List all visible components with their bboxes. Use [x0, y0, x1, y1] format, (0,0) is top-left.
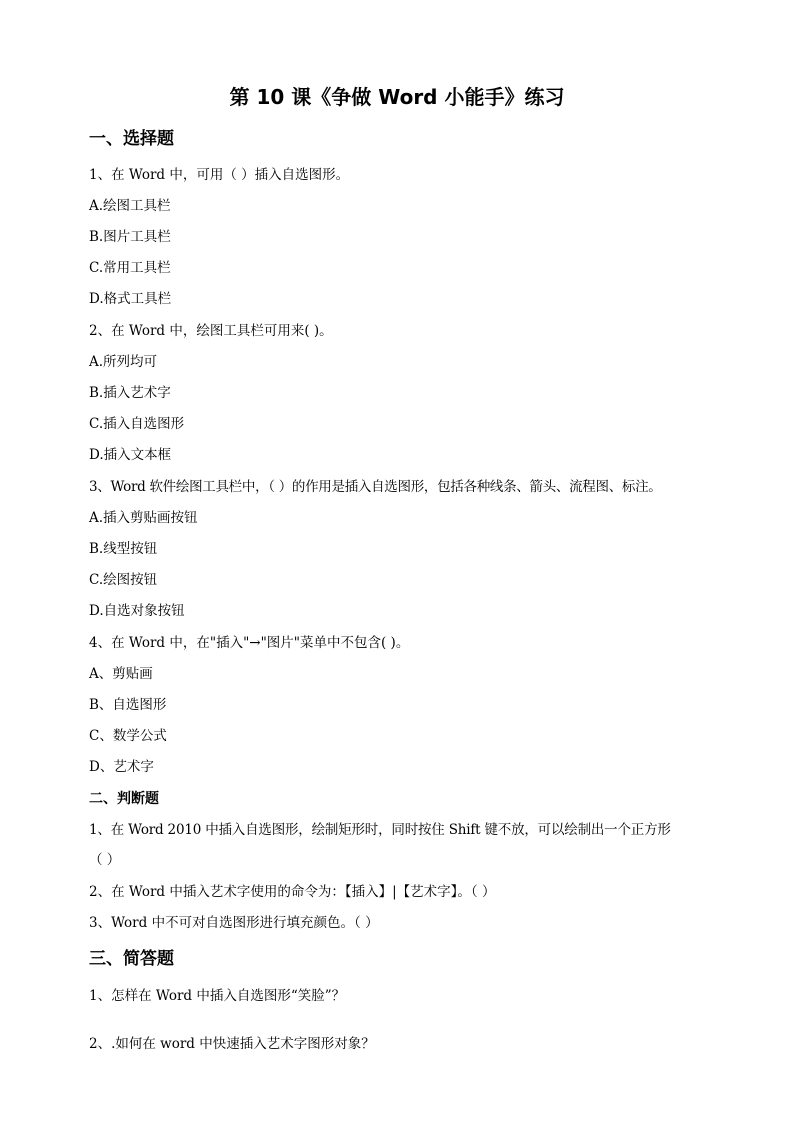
question-stem: 2、在 Word 中，绘图工具栏可用来( )。 [89, 323, 333, 339]
question-option: A.绘图工具栏 [89, 198, 171, 214]
question-answer-blank: （ ） [89, 852, 121, 868]
question-option: C.插入自选图形 [89, 416, 185, 432]
question-option: C.绘图按钮 [89, 572, 158, 588]
question-option: B.插入艺术字 [89, 385, 171, 401]
question-option: D.格式工具栏 [89, 291, 172, 307]
question-option: A.所列均可 [89, 354, 158, 370]
question-option: D、艺术字 [89, 759, 154, 775]
question-option: B.图片工具栏 [89, 229, 171, 245]
question-option: C.常用工具栏 [89, 260, 171, 276]
section-heading-choice: 一、选择题 [89, 129, 174, 149]
question-option: C、数学公式 [89, 728, 167, 744]
question-option: A、剪贴画 [89, 666, 153, 682]
section-heading-short-answer: 三、简答题 [89, 949, 174, 969]
question-stem: 2、.如何在 word 中快速插入艺术字图形对象？ [89, 1036, 375, 1052]
question-option: A.插入剪贴画按钮 [89, 510, 198, 526]
question-stem: 3、Word 软件绘图工具栏中，（ ）的作用是插入自选图形，包括各种线条、箭头、流程图、标注。 [89, 479, 662, 495]
question-option: B、自选图形 [89, 697, 167, 713]
question-option: D.插入文本框 [89, 447, 172, 463]
question-option: B.线型按钮 [89, 541, 158, 557]
question-stem: 3、Word 中不可对自选图形进行填充颜色。（ ） [89, 915, 379, 931]
question-stem: 1、在 Word 2010 中插入自选图形，绘制矩形时，同时按住 Shift 键不放，可以绘制出一个正方形 [89, 822, 671, 838]
question-stem: 1、在 Word 中，可用（ ）插入自选图形。 [89, 167, 350, 183]
question-option: D.自选对象按钮 [89, 603, 185, 619]
document-title: 第 10 课《争做 Word 小能手》练习 [229, 85, 565, 109]
question-stem: 4、在 Word 中，在"插入"→"图片"菜单中不包含( )。 [89, 635, 410, 651]
question-stem: 1、怎样在 Word 中插入自选图形“笑脸”？ [89, 988, 346, 1004]
section-heading-judgement: 二、判断题 [89, 791, 159, 807]
question-stem: 2、在 Word 中插入艺术字使用的命令为：【插入】|【艺术字】。（ ） [89, 884, 496, 900]
